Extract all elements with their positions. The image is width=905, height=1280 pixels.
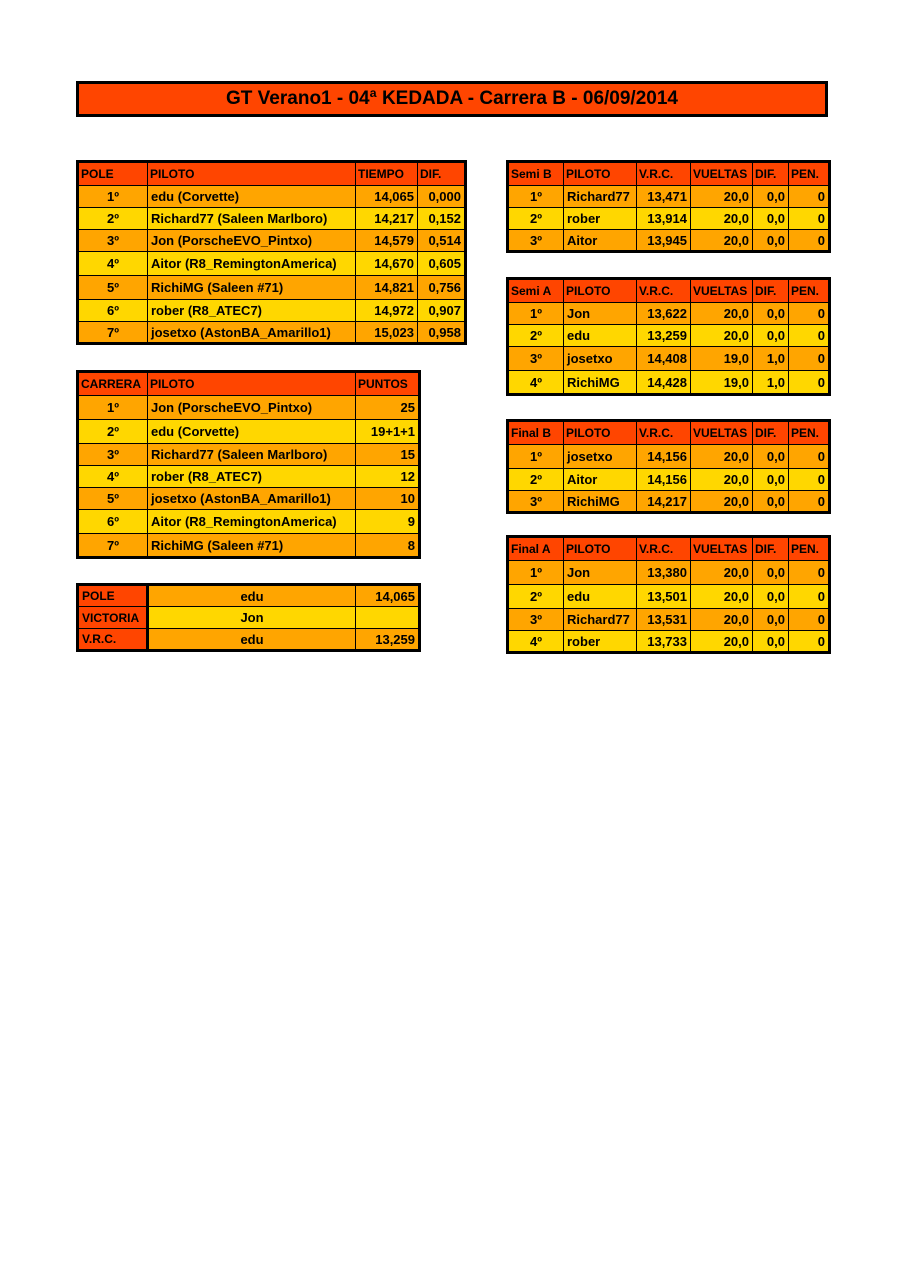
points-cell: 15 — [356, 444, 420, 466]
header-cell: DIF. — [753, 162, 789, 186]
laps-cell: 20,0 — [691, 609, 753, 631]
table-row — [508, 469, 830, 491]
points-cell: 10 — [356, 488, 420, 510]
pen-cell: 0 — [789, 585, 830, 609]
pilot-cell: Aitor — [564, 230, 637, 252]
header-cell: V.R.C. — [637, 421, 691, 445]
time-cell: 15,023 — [356, 322, 418, 344]
pen-cell: 0 — [789, 230, 830, 252]
table-row — [78, 629, 420, 651]
table-row — [78, 300, 466, 322]
header-cell: VUELTAS — [691, 279, 753, 303]
pilot-cell: Aitor — [564, 469, 637, 491]
vrc-cell: 13,380 — [637, 561, 691, 585]
diff-cell: 0,0 — [753, 585, 789, 609]
summary-value: 13,259 — [356, 629, 420, 651]
points-cell: 25 — [356, 396, 420, 420]
position-cell: 6º — [78, 300, 148, 322]
vrc-cell: 14,217 — [637, 491, 691, 513]
time-cell: 14,821 — [356, 276, 418, 300]
pen-cell: 0 — [789, 303, 830, 325]
table-row — [508, 491, 830, 513]
table-row — [508, 230, 830, 252]
header-cell: POLE — [78, 162, 148, 186]
summary-table — [76, 583, 421, 652]
laps-cell: 20,0 — [691, 491, 753, 513]
vrc-cell: 13,501 — [637, 585, 691, 609]
pilot-cell: Jon (PorscheEVO_Pintxo) — [148, 396, 356, 420]
position-cell: 1º — [508, 445, 564, 469]
position-cell: 2º — [508, 325, 564, 347]
summary-value — [356, 607, 420, 629]
carrera-table — [76, 370, 421, 559]
laps-cell: 20,0 — [691, 186, 753, 208]
table-row — [78, 420, 420, 444]
pen-cell: 0 — [789, 609, 830, 631]
pen-cell: 0 — [789, 469, 830, 491]
position-cell: 1º — [508, 561, 564, 585]
laps-cell: 20,0 — [691, 208, 753, 230]
table-row — [78, 607, 420, 629]
diff-cell: 0,605 — [418, 252, 466, 276]
vrc-cell: 13,471 — [637, 186, 691, 208]
position-cell: 4º — [78, 252, 148, 276]
position-cell: 2º — [508, 585, 564, 609]
diff-cell: 0,907 — [418, 300, 466, 322]
laps-cell: 20,0 — [691, 585, 753, 609]
time-cell: 14,670 — [356, 252, 418, 276]
diff-cell: 0,000 — [418, 186, 466, 208]
diff-cell: 0,0 — [753, 303, 789, 325]
table-header-row — [78, 372, 420, 396]
table-row — [78, 322, 466, 344]
laps-cell: 20,0 — [691, 631, 753, 653]
position-cell: 5º — [78, 488, 148, 510]
laps-cell: 19,0 — [691, 371, 753, 395]
laps-cell: 19,0 — [691, 347, 753, 371]
pilot-cell: rober — [564, 208, 637, 230]
summary-label: POLE — [78, 585, 148, 607]
diff-cell: 0,0 — [753, 561, 789, 585]
table-row — [78, 488, 420, 510]
table-row — [78, 444, 420, 466]
table-row — [508, 631, 830, 653]
header-cell: Final A — [508, 537, 564, 561]
final-a-table — [506, 535, 831, 654]
position-cell: 2º — [508, 208, 564, 230]
pilot-cell: edu (Corvette) — [148, 186, 356, 208]
pilot-cell: Jon — [564, 303, 637, 325]
vrc-cell: 14,156 — [637, 445, 691, 469]
table-row — [508, 371, 830, 395]
header-cell: PEN. — [789, 537, 830, 561]
laps-cell: 20,0 — [691, 445, 753, 469]
position-cell: 4º — [508, 631, 564, 653]
pen-cell: 0 — [789, 325, 830, 347]
position-cell: 7º — [78, 322, 148, 344]
pilot-cell: josetxo (AstonBA_Amarillo1) — [148, 488, 356, 510]
diff-cell: 0,0 — [753, 230, 789, 252]
header-cell: PILOTO — [148, 372, 356, 396]
position-cell: 3º — [508, 347, 564, 371]
header-cell: PILOTO — [148, 162, 356, 186]
pilot-cell: RichiMG (Saleen #71) — [148, 534, 356, 558]
final-b-table — [506, 419, 831, 514]
table-row — [508, 303, 830, 325]
pilot-cell: rober (R8_ATEC7) — [148, 466, 356, 488]
vrc-cell: 14,408 — [637, 347, 691, 371]
diff-cell: 0,0 — [753, 491, 789, 513]
header-cell: VUELTAS — [691, 421, 753, 445]
pilot-cell: edu — [564, 325, 637, 347]
position-cell: 2º — [508, 469, 564, 491]
pilot-cell: RichiMG — [564, 491, 637, 513]
summary-label: VICTORIA — [78, 607, 148, 629]
position-cell: 1º — [508, 186, 564, 208]
header-cell: VUELTAS — [691, 537, 753, 561]
pilot-cell: Richard77 — [564, 609, 637, 631]
laps-cell: 20,0 — [691, 230, 753, 252]
diff-cell: 0,0 — [753, 609, 789, 631]
position-cell: 2º — [78, 420, 148, 444]
position-cell: 6º — [78, 510, 148, 534]
summary-pilot: edu — [148, 629, 356, 651]
time-cell: 14,579 — [356, 230, 418, 252]
header-cell: DIF. — [753, 279, 789, 303]
position-cell: 3º — [508, 609, 564, 631]
table-row — [78, 230, 466, 252]
vrc-cell: 13,914 — [637, 208, 691, 230]
position-cell: 3º — [508, 230, 564, 252]
pilot-cell: Richard77 (Saleen Marlboro) — [148, 444, 356, 466]
table-row — [78, 534, 420, 558]
header-cell: DIF. — [753, 537, 789, 561]
pen-cell: 0 — [789, 445, 830, 469]
summary-label: V.R.C. — [78, 629, 148, 651]
diff-cell: 0,0 — [753, 208, 789, 230]
pilot-cell: RichiMG (Saleen #71) — [148, 276, 356, 300]
header-cell: PEN. — [789, 421, 830, 445]
table-row — [508, 208, 830, 230]
points-cell: 8 — [356, 534, 420, 558]
vrc-cell: 13,259 — [637, 325, 691, 347]
position-cell: 5º — [78, 276, 148, 300]
position-cell: 7º — [78, 534, 148, 558]
vrc-cell: 13,531 — [637, 609, 691, 631]
table-row — [508, 561, 830, 585]
vrc-cell: 13,622 — [637, 303, 691, 325]
vrc-cell: 13,733 — [637, 631, 691, 653]
table-row — [78, 186, 466, 208]
header-cell: PILOTO — [564, 537, 637, 561]
diff-cell: 0,0 — [753, 469, 789, 491]
table-row — [78, 396, 420, 420]
header-cell: DIF. — [418, 162, 466, 186]
laps-cell: 20,0 — [691, 561, 753, 585]
diff-cell: 1,0 — [753, 371, 789, 395]
position-cell: 3º — [508, 491, 564, 513]
pen-cell: 0 — [789, 347, 830, 371]
diff-cell: 0,958 — [418, 322, 466, 344]
pilot-cell: edu — [564, 585, 637, 609]
pilot-cell: Aitor (R8_RemingtonAmerica) — [148, 252, 356, 276]
diff-cell: 0,0 — [753, 186, 789, 208]
position-cell: 3º — [78, 444, 148, 466]
pen-cell: 0 — [789, 561, 830, 585]
diff-cell: 1,0 — [753, 347, 789, 371]
table-row — [78, 466, 420, 488]
table-row — [508, 186, 830, 208]
pen-cell: 0 — [789, 186, 830, 208]
table-header-row — [78, 162, 466, 186]
pilot-cell: josetxo — [564, 347, 637, 371]
summary-value: 14,065 — [356, 585, 420, 607]
diff-cell: 0,152 — [418, 208, 466, 230]
header-cell: Final B — [508, 421, 564, 445]
header-cell: TIEMPO — [356, 162, 418, 186]
pilot-cell: Jon — [564, 561, 637, 585]
table-row — [78, 208, 466, 230]
semi-a-table — [506, 277, 831, 396]
position-cell: 1º — [508, 303, 564, 325]
pen-cell: 0 — [789, 208, 830, 230]
time-cell: 14,972 — [356, 300, 418, 322]
table-header-row — [508, 162, 830, 186]
header-cell: PEN. — [789, 162, 830, 186]
pilot-cell: rober (R8_ATEC7) — [148, 300, 356, 322]
table-row — [508, 347, 830, 371]
position-cell: 4º — [78, 466, 148, 488]
header-cell: Semi B — [508, 162, 564, 186]
table-header-row — [508, 421, 830, 445]
header-cell: DIF. — [753, 421, 789, 445]
vrc-cell: 14,156 — [637, 469, 691, 491]
points-cell: 9 — [356, 510, 420, 534]
vrc-cell: 14,428 — [637, 371, 691, 395]
table-row — [508, 325, 830, 347]
pilot-cell: RichiMG — [564, 371, 637, 395]
position-cell: 3º — [78, 230, 148, 252]
header-cell: VUELTAS — [691, 162, 753, 186]
header-cell: PILOTO — [564, 162, 637, 186]
diff-cell: 0,514 — [418, 230, 466, 252]
header-cell: PILOTO — [564, 279, 637, 303]
position-cell: 4º — [508, 371, 564, 395]
summary-pilot: Jon — [148, 607, 356, 629]
diff-cell: 0,756 — [418, 276, 466, 300]
pole-table — [76, 160, 467, 345]
semi-b-table — [506, 160, 831, 253]
table-row — [78, 276, 466, 300]
pilot-cell: rober — [564, 631, 637, 653]
time-cell: 14,065 — [356, 186, 418, 208]
table-header-row — [508, 537, 830, 561]
header-cell: PILOTO — [564, 421, 637, 445]
table-header-row — [508, 279, 830, 303]
position-cell: 1º — [78, 396, 148, 420]
header-cell: Semi A — [508, 279, 564, 303]
table-row — [508, 585, 830, 609]
pilot-cell: josetxo (AstonBA_Amarillo1) — [148, 322, 356, 344]
header-cell: V.R.C. — [637, 162, 691, 186]
vrc-cell: 13,945 — [637, 230, 691, 252]
header-cell: CARRERA — [78, 372, 148, 396]
table-row — [78, 252, 466, 276]
diff-cell: 0,0 — [753, 631, 789, 653]
points-cell: 12 — [356, 466, 420, 488]
pilot-cell: Aitor (R8_RemingtonAmerica) — [148, 510, 356, 534]
points-cell: 19+1+1 — [356, 420, 420, 444]
time-cell: 14,217 — [356, 208, 418, 230]
page-title: GT Verano1 - 04ª KEDADA - Carrera B - 06/09/2014 — [76, 81, 828, 117]
table-row — [78, 585, 420, 607]
summary-pilot: edu — [148, 585, 356, 607]
pen-cell: 0 — [789, 371, 830, 395]
position-cell: 2º — [78, 208, 148, 230]
header-cell: V.R.C. — [637, 537, 691, 561]
laps-cell: 20,0 — [691, 325, 753, 347]
pilot-cell: Jon (PorscheEVO_Pintxo) — [148, 230, 356, 252]
pilot-cell: Richard77 (Saleen Marlboro) — [148, 208, 356, 230]
pen-cell: 0 — [789, 631, 830, 653]
laps-cell: 20,0 — [691, 469, 753, 491]
header-cell: PEN. — [789, 279, 830, 303]
table-row — [78, 510, 420, 534]
table-row — [508, 445, 830, 469]
header-cell: V.R.C. — [637, 279, 691, 303]
header-cell: PUNTOS — [356, 372, 420, 396]
diff-cell: 0,0 — [753, 325, 789, 347]
position-cell: 1º — [78, 186, 148, 208]
laps-cell: 20,0 — [691, 303, 753, 325]
table-row — [508, 609, 830, 631]
pilot-cell: edu (Corvette) — [148, 420, 356, 444]
pen-cell: 0 — [789, 491, 830, 513]
pilot-cell: josetxo — [564, 445, 637, 469]
pilot-cell: Richard77 — [564, 186, 637, 208]
diff-cell: 0,0 — [753, 445, 789, 469]
